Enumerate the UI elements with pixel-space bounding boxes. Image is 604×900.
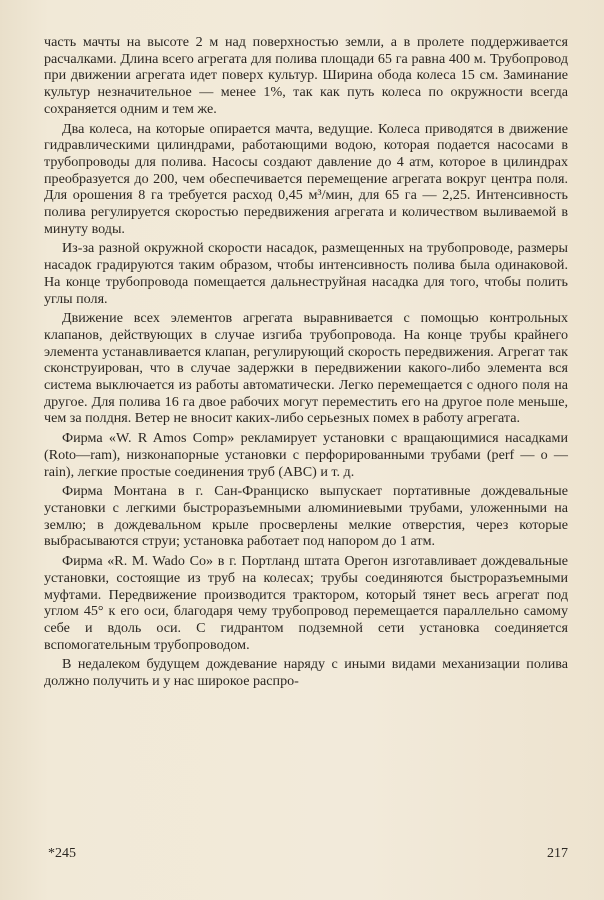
paragraph: Фирма «R. M. Wado Co» в г. Портланд штата Орегон изготавливает дождевальные установки, состоящие из труб на колесах; трубы соединяются быстроразъемными муфтами. Передвижение производится трактором, который тянет весь агрегат под углом 45° к его оси, благодаря чему трубопровод перемещается параллельно самому себе и вдоль оси. С гидрантом подземной сети установка соединяется вспомогательным трубопроводом. xyxy=(44,553,568,653)
page-number: 217 xyxy=(547,846,568,861)
page-footer xyxy=(48,846,568,862)
paragraph-continuation: часть мачты на высоте 2 м над поверхностью земли, а в пролете поддерживается расчалками. Длина всего агрегата для полива площади 65 га равна 400 м. Трубопровод при движении агрегата идет поверх культур. Ширина обода колеса 15 см. Заминание культур незначительное — менее 1%, так как путь колеса по окружности всегда сохраняется одним и тем же. xyxy=(44,34,568,117)
paragraph: Фирма Монтана в г. Сан-Франциско выпускает портативные дождевальные установки с легкими быстроразъемными алюминиевыми трубами, уложенными на землю; в дождевальном крыле просверлены мелкие отверстия, через которые выбрасываются струи; установка работает под напором до 1 атм. xyxy=(44,483,568,550)
paragraph: Фирма «W. R Amos Comp» рекламирует установки с вращающимися насадками (Roto—ram), низконапорные установки с перфорированными трубами (perf — o — rain), легкие простые соединения труб (АВС) и т. д. xyxy=(44,430,568,480)
paragraph: Два колеса, на которые опирается мачта, ведущие. Колеса приводятся в движение гидравлическими цилиндрами, работающими водою, которая подается насосами в трубопроводы для полива. Насосы создают давление до 4 атм, которое в цилиндрах преобразуется до 200, чем обеспечивается перемещение агрегата вокруг центра поля. Для орошения 8 га требуется расход 0,45 м³/мин, для 65 га — 2,25. Интенсивность полива регулируется скоростью передвижения агрегата и количеством выливаемой в минуту воды. xyxy=(44,120,568,237)
paragraph: Из-за разной окружной скорости насадок, размещенных на трубопроводе, размеры насадок градируются таким образом, чтобы интенсивность полива была одинаковой. На конце трубопровода помещается дальнеструйная насадка для того, чтобы полить углы поля. xyxy=(44,240,568,307)
signature-mark: *245 xyxy=(48,846,76,861)
paragraph: В недалеком будущем дождевание наряду с иными видами механизации полива должно получить и у нас широкое распро- xyxy=(44,656,568,690)
body-text xyxy=(44,34,568,693)
paragraph: Движение всех элементов агрегата выравнивается с помощью контрольных клапанов, действующих в случае изгиба трубопровода. На конце трубы крайнего элемента устанавливается клапан, регулирующий скорость передвижения. Агрегат так сконструирован, что в случае задержки в передвижении какого-либо элемента вся система выключается из работы автоматически. Легко перемещается с одного поля на другое. Для полива 16 га двое рабочих могут переместить его на другое поле меньше, чем за полдня. Ветер не вносит каких-либо серьезных помех в работу агрегата. xyxy=(44,310,568,427)
